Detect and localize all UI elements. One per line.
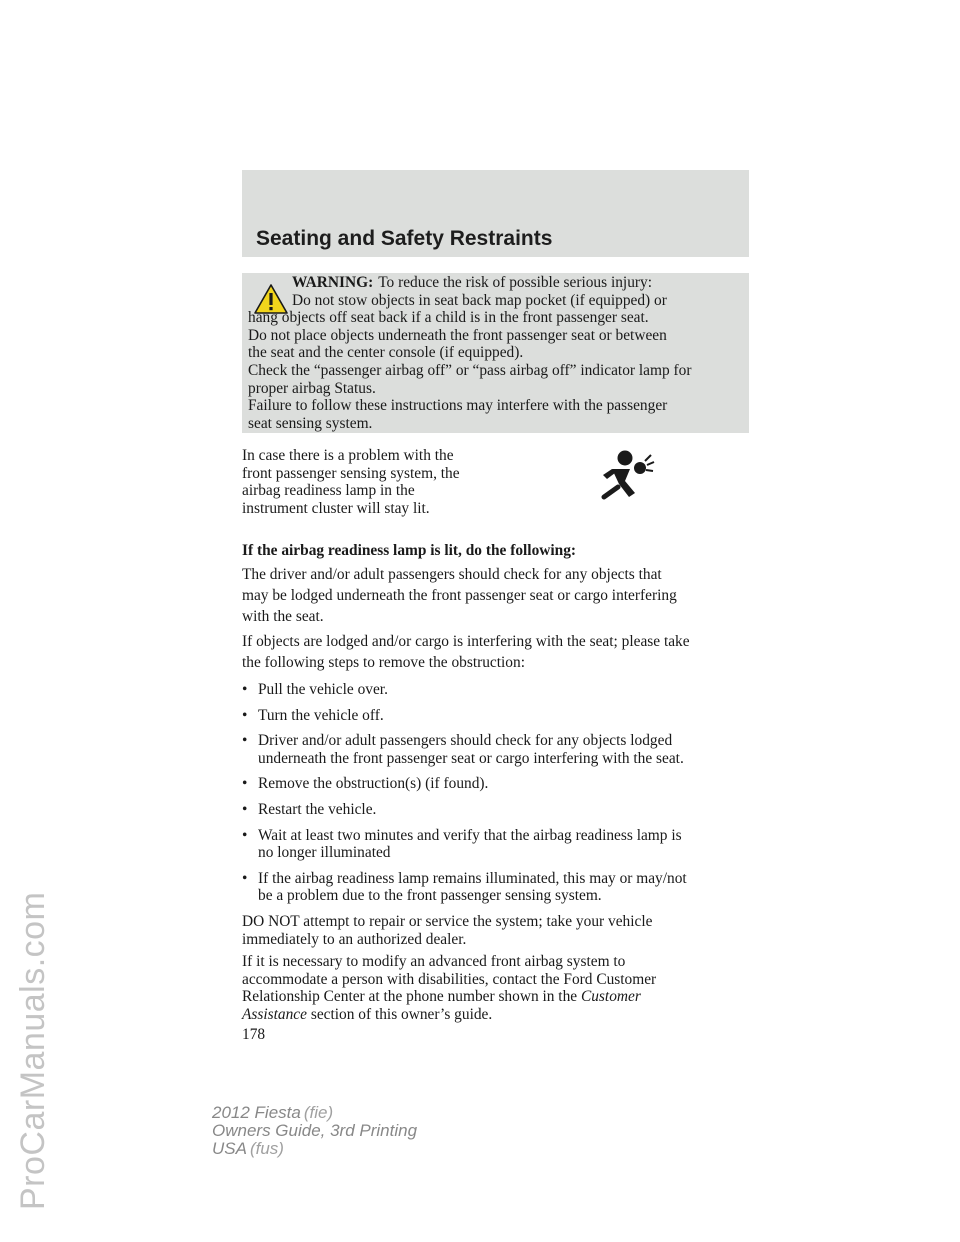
warning-line: proper airbag Status.	[248, 379, 376, 397]
paragraph-line: The driver and/or adult passengers should check for any objects that	[242, 566, 662, 583]
list-item	[242, 681, 749, 699]
footer-model-code: (fie)	[303, 1103, 334, 1122]
paragraph-line: DO NOT attempt to repair or service the system; take your vehicle	[242, 912, 653, 930]
bullet-icon: •	[242, 732, 248, 750]
list-item-text: no longer illuminated	[258, 844, 391, 862]
bullet-icon: •	[242, 869, 248, 887]
bullet-icon: •	[242, 681, 248, 698]
list-item-text: Turn the vehicle off.	[258, 706, 384, 724]
warning-line: the seat and the center console (if equipped).	[248, 344, 524, 362]
warning-line-text: To reduce the risk of possible serious injury:	[378, 274, 652, 291]
footer-market-code: (fus)	[249, 1139, 284, 1158]
paragraph-line: may be lodged underneath the front passenger seat or cargo interfering	[242, 587, 677, 604]
warning-line: Do not place objects underneath the front passenger seat or between	[248, 326, 667, 344]
warning-line: Failure to follow these instructions may interfere with the passenger	[248, 397, 668, 415]
warning-text	[248, 274, 744, 432]
paragraph-line: the following steps to remove the obstruction:	[242, 654, 525, 671]
list-item-text: Remove the obstruction(s) (if found).	[258, 775, 489, 793]
footer-market: USA	[212, 1139, 247, 1158]
warning-line: hang objects off seat back if a child is in the front passenger seat.	[248, 309, 649, 327]
paragraph-line	[242, 1006, 749, 1024]
footer-line: Owners Guide, 3rd Printing	[212, 1121, 418, 1140]
list-item-text: Pull the vehicle over.	[258, 681, 388, 698]
paragraph-line: immediately to an authorized dealer.	[242, 930, 467, 948]
warning-label: WARNING:	[292, 274, 374, 291]
list-item-text: If the airbag readiness lamp remains illuminated, this may or may/not	[258, 869, 687, 887]
paragraph-line: with the seat.	[242, 608, 324, 625]
list-item	[242, 707, 749, 725]
intro-line: In case there is a problem with the	[242, 447, 454, 464]
list-item	[242, 801, 749, 819]
section-title: Seating and Safety Restraints	[256, 227, 553, 250]
paragraph-check-objects	[242, 564, 749, 627]
list-item	[242, 775, 749, 793]
page-number: 178	[242, 1025, 266, 1043]
footer	[212, 1104, 417, 1158]
list-item-text: underneath the front passenger seat or cargo interfering with the seat.	[258, 749, 684, 767]
customer-assistance-reference: Customer	[580, 988, 641, 1006]
bullet-icon: •	[242, 800, 248, 818]
watermark: ProCarManuals.com	[14, 891, 52, 1210]
section-header	[242, 170, 749, 257]
paragraph-remove-obstruction	[242, 631, 749, 673]
bullet-icon: •	[242, 706, 248, 724]
intro-line: airbag readiness lamp in the	[242, 482, 415, 500]
paragraph-line-text: section of this owner’s guide.	[306, 1005, 493, 1023]
instructions-heading: If the airbag readiness lamp is lit, do the following:	[242, 542, 577, 559]
paragraph-line-text: Relationship Center at the phone number shown in the	[242, 988, 581, 1006]
steps-list	[242, 681, 749, 905]
paragraph-line: If it is necessary to modify an advanced front airbag system to	[242, 953, 626, 971]
warning-line: Check the “passenger airbag off” or “pass airbag off” indicator lamp for	[248, 361, 692, 379]
paragraph-line	[242, 988, 749, 1006]
main-content	[242, 447, 749, 1043]
bullet-icon: •	[242, 826, 248, 844]
list-item-text: Driver and/or adult passengers should check for any objects lodged	[258, 732, 673, 750]
warning-box	[242, 273, 749, 433]
intro-line: instrument cluster will stay lit.	[242, 499, 430, 517]
warning-line: Do not stow objects in seat back map pocket (if equipped) or	[292, 291, 667, 309]
intro-paragraph	[242, 447, 749, 517]
paragraph-do-not-repair	[242, 913, 749, 948]
list-item-text: be a problem due to the front passenger sensing system.	[258, 887, 602, 905]
intro-section	[242, 447, 749, 535]
bullet-icon: •	[242, 775, 248, 793]
warning-line	[248, 274, 744, 292]
list-item-text: Restart the vehicle.	[258, 800, 377, 818]
list-item	[242, 732, 749, 767]
footer-line	[212, 1140, 417, 1158]
customer-assistance-reference: Assistance	[242, 1005, 307, 1023]
paragraph-line: If objects are lodged and/or cargo is interfering with the seat; please take	[242, 633, 690, 650]
intro-line: front passenger sensing system, the	[242, 464, 460, 482]
list-item	[242, 870, 749, 905]
footer-line	[212, 1104, 417, 1122]
warning-line: seat sensing system.	[248, 414, 373, 432]
paragraph-disabilities	[242, 953, 749, 1023]
paragraph-line: accommodate a person with disabilities, contact the Ford Customer	[242, 970, 657, 988]
footer-model: 2012 Fiesta	[212, 1103, 301, 1122]
list-item	[242, 827, 749, 862]
list-item-text: Wait at least two minutes and verify that the airbag readiness lamp is	[258, 826, 682, 844]
airbag-warning-icon	[600, 449, 656, 501]
